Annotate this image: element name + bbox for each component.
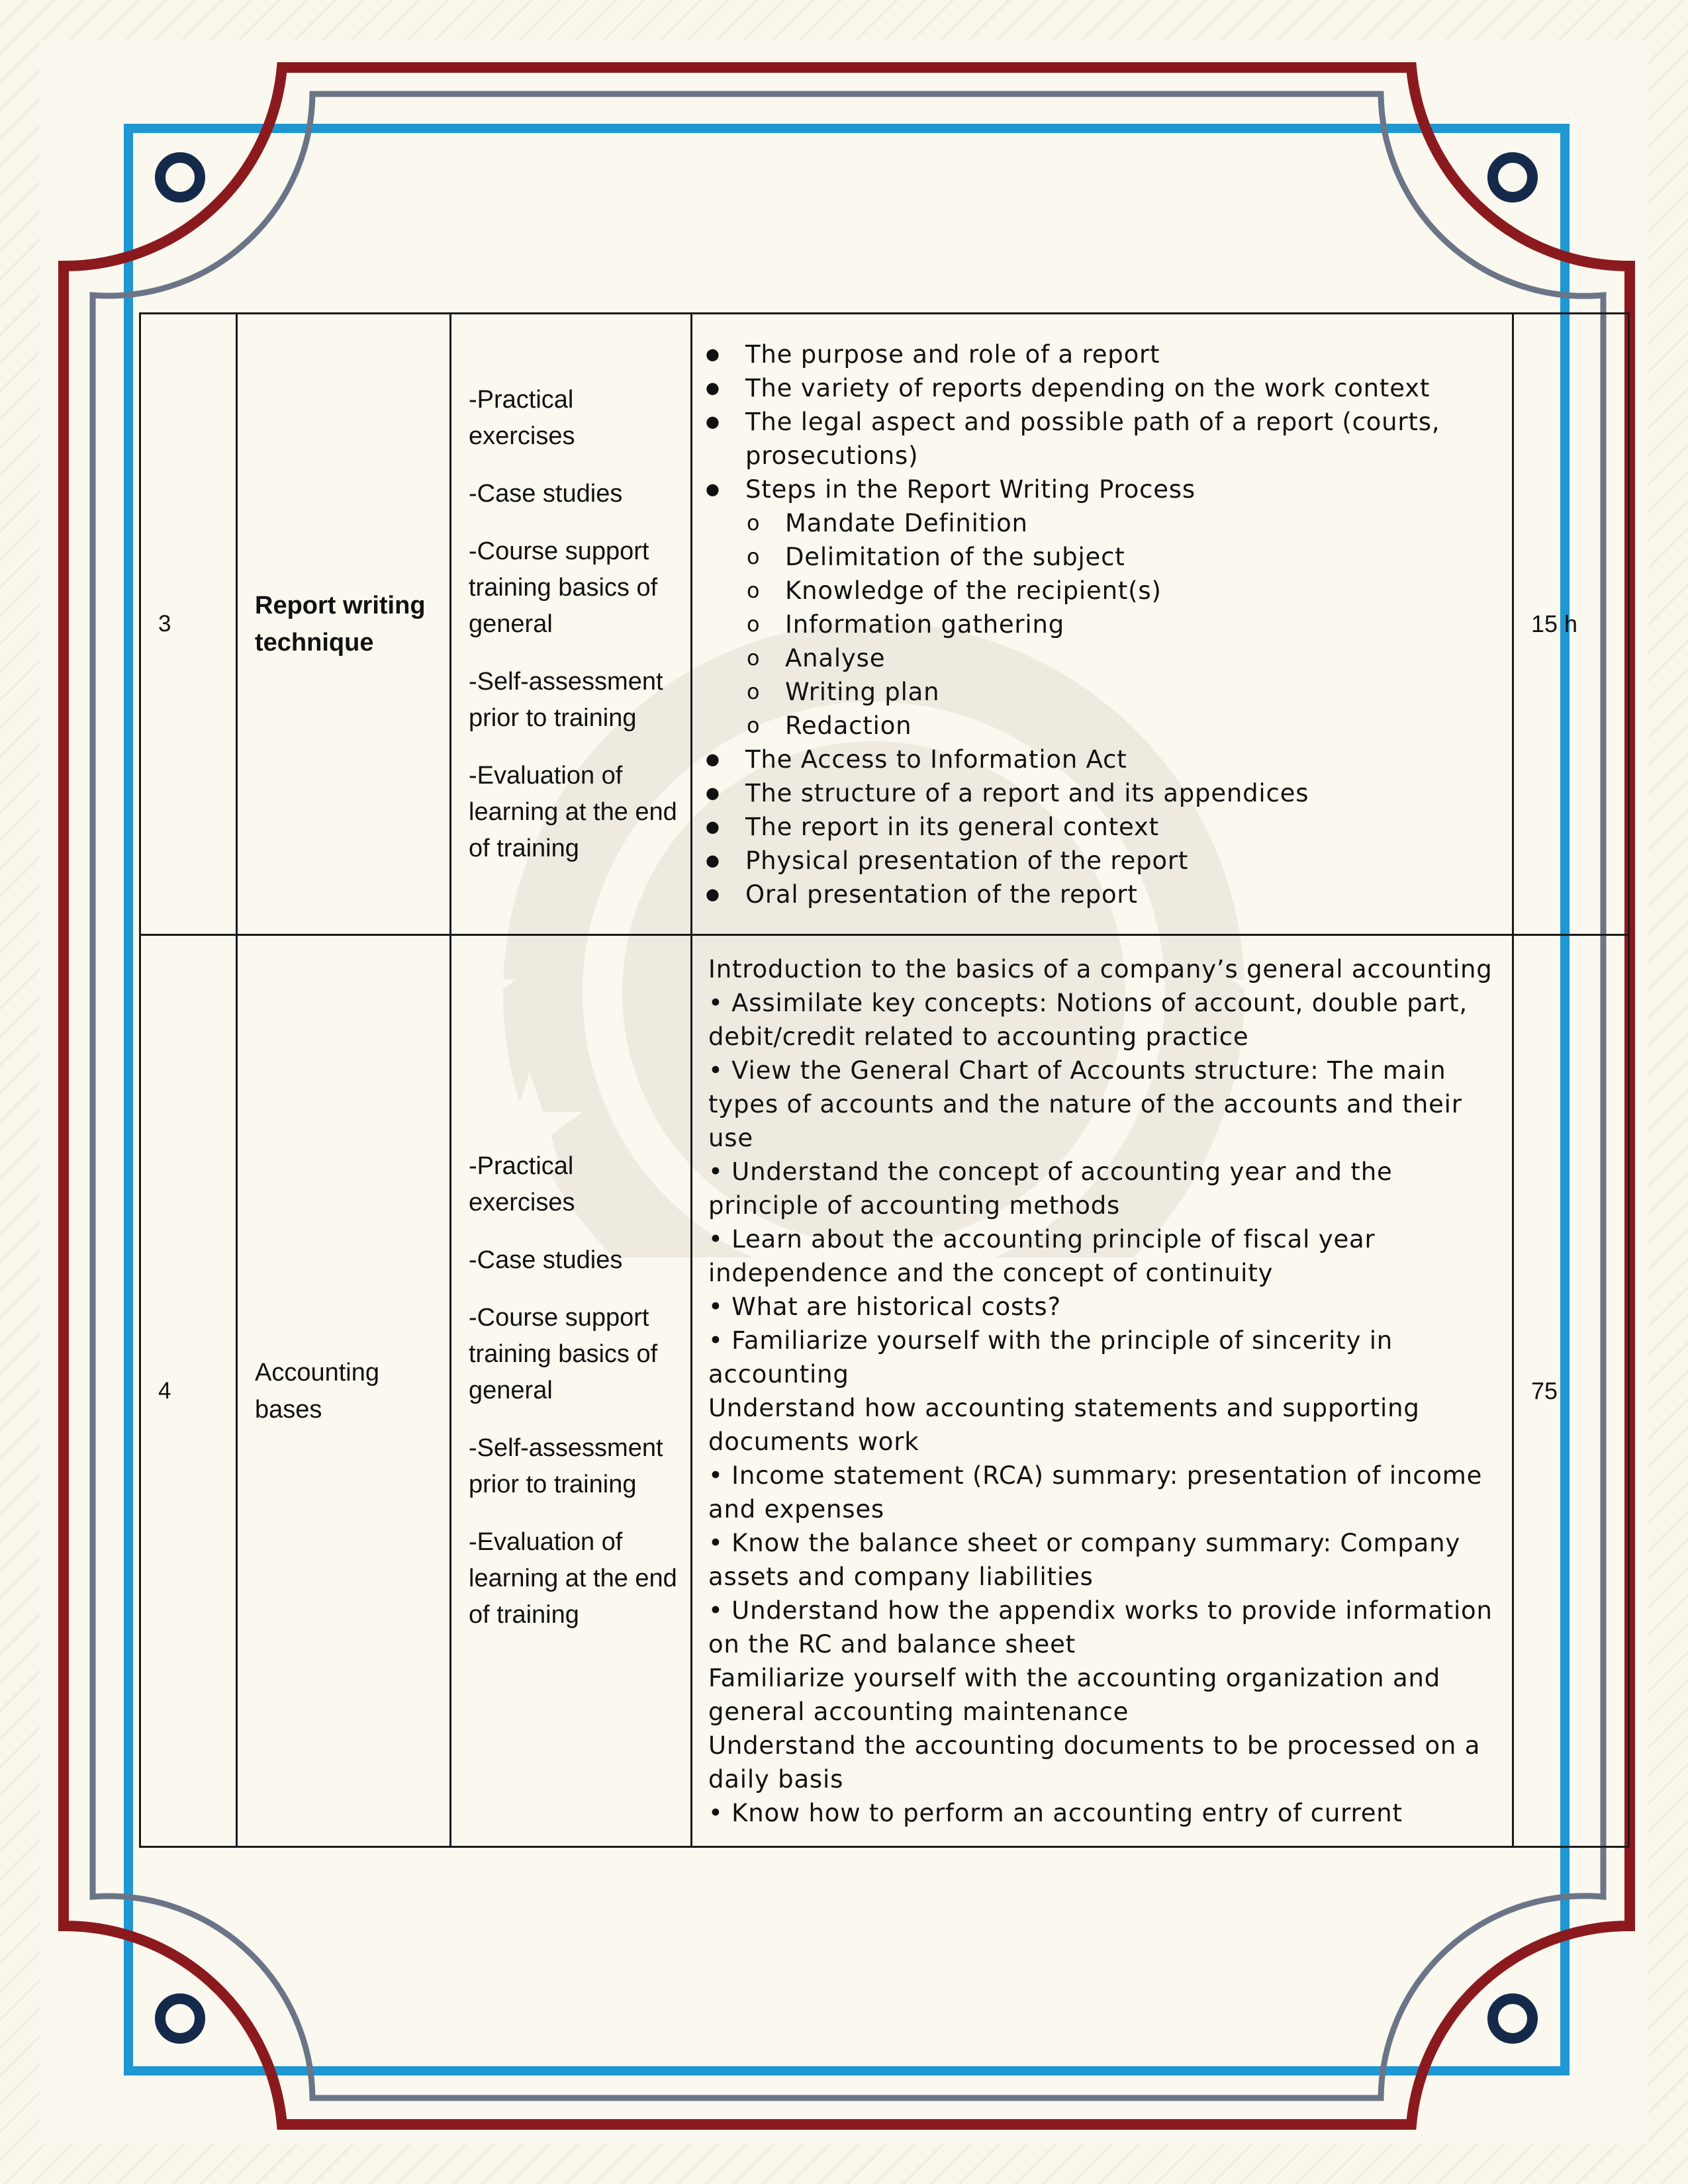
content-line: • Know the balance sheet or company summary: Company assets and company liabilities xyxy=(708,1528,1461,1591)
list-item: ● The purpose and role of a report xyxy=(745,338,1512,371)
content-line: • Income statement (RCA) summary: presentation of income and expenses xyxy=(708,1461,1483,1524)
list-item xyxy=(745,473,1512,743)
content-line: Familiarize yourself with the accounting organization and general accounting maintenance xyxy=(708,1663,1441,1726)
content-line: • Learn about the accounting principle of fiscal year independence and the concept of continuity xyxy=(708,1224,1376,1287)
table-row xyxy=(140,314,1629,935)
accounting-content xyxy=(692,952,1512,1830)
methods-cell xyxy=(451,314,692,935)
module-title: Accounting bases xyxy=(237,935,451,1847)
corner-ring-icon xyxy=(1493,158,1532,197)
content-line: Introduction to the basics of a company’s general accounting xyxy=(708,954,1493,983)
content-line: • What are historical costs? xyxy=(708,1292,1061,1321)
course-table xyxy=(139,312,1630,1848)
content-line: • Familiarize yourself with the principle of sincerity in accounting xyxy=(708,1326,1393,1388)
list-item: ● The legal aspect and possible path of a report (courts, prosecutions) xyxy=(745,405,1512,473)
methods-cell xyxy=(451,935,692,1847)
list-item: ● The variety of reports depending on the work context xyxy=(745,371,1512,405)
method-item: -Evaluation of learning at the end of training xyxy=(469,1528,677,1629)
topic-list xyxy=(692,338,1512,911)
list-item: ● The report in its general context xyxy=(745,810,1512,844)
method-item: -Course support training basics of general xyxy=(469,1304,658,1404)
corner-ring-icon xyxy=(160,158,200,197)
content-cell xyxy=(692,314,1513,935)
content-line: Understand how accounting statements and supporting documents work xyxy=(708,1393,1420,1456)
content-line: • Assimilate key concepts: Notions of account, double part, debit/credit related to accounting practice xyxy=(708,988,1468,1051)
module-title: Report writing technique xyxy=(237,314,451,935)
row-number: 3 xyxy=(140,314,237,935)
sub-list-item: o Knowledge of the recipient(s) xyxy=(785,574,1512,608)
method-item: -Practical exercises xyxy=(469,385,575,450)
sub-list-item: o Information gathering xyxy=(785,608,1512,641)
method-item: -Course support training basics of general xyxy=(469,537,658,638)
sub-list-item: o Redaction xyxy=(785,709,1512,743)
list-item: ● Physical presentation of the report xyxy=(745,844,1512,878)
sub-list-item: o Mandate Definition xyxy=(785,506,1512,540)
method-item: -Evaluation of learning at the end of training xyxy=(469,761,677,862)
content-line: • Understand the concept of accounting year and the principle of accounting methods xyxy=(708,1157,1393,1220)
method-item: -Practical exercises xyxy=(469,1152,575,1216)
sub-list-item: o Delimitation of the subject xyxy=(785,540,1512,574)
corner-ring-icon xyxy=(160,1999,200,2038)
table-row xyxy=(140,935,1629,1847)
hours-cell: 75 xyxy=(1513,935,1629,1847)
sub-topic-list xyxy=(745,506,1512,743)
method-item: -Case studies xyxy=(469,1246,623,1274)
corner-ring-icon xyxy=(1493,1999,1532,2038)
method-item: -Self-assessment prior to training xyxy=(469,667,663,732)
sub-list-item: o Writing plan xyxy=(785,675,1512,709)
content-line: • Know how to perform an accounting entry of current xyxy=(708,1798,1403,1827)
content-line: • Understand how the appendix works to provide information on the RC and balance sheet xyxy=(708,1596,1493,1659)
content-line: • View the General Chart of Accounts structure: The main types of accounts and the nature of the accounts and their use xyxy=(708,1056,1462,1152)
content-cell xyxy=(692,935,1513,1847)
hours-cell: 15 h xyxy=(1513,314,1629,935)
list-item: ● The structure of a report and its appendices xyxy=(745,776,1512,810)
row-number: 4 xyxy=(140,935,237,1847)
method-item: -Case studies xyxy=(469,479,623,508)
sub-list-item: o Analyse xyxy=(785,641,1512,675)
content-line: Understand the accounting documents to be processed on a daily basis xyxy=(708,1731,1481,1794)
list-item: ● The Access to Information Act xyxy=(745,743,1512,776)
list-item-label: Steps in the Report Writing Process xyxy=(745,475,1196,504)
method-item: -Self-assessment prior to training xyxy=(469,1434,663,1498)
list-item: ● Oral presentation of the report xyxy=(745,878,1512,911)
